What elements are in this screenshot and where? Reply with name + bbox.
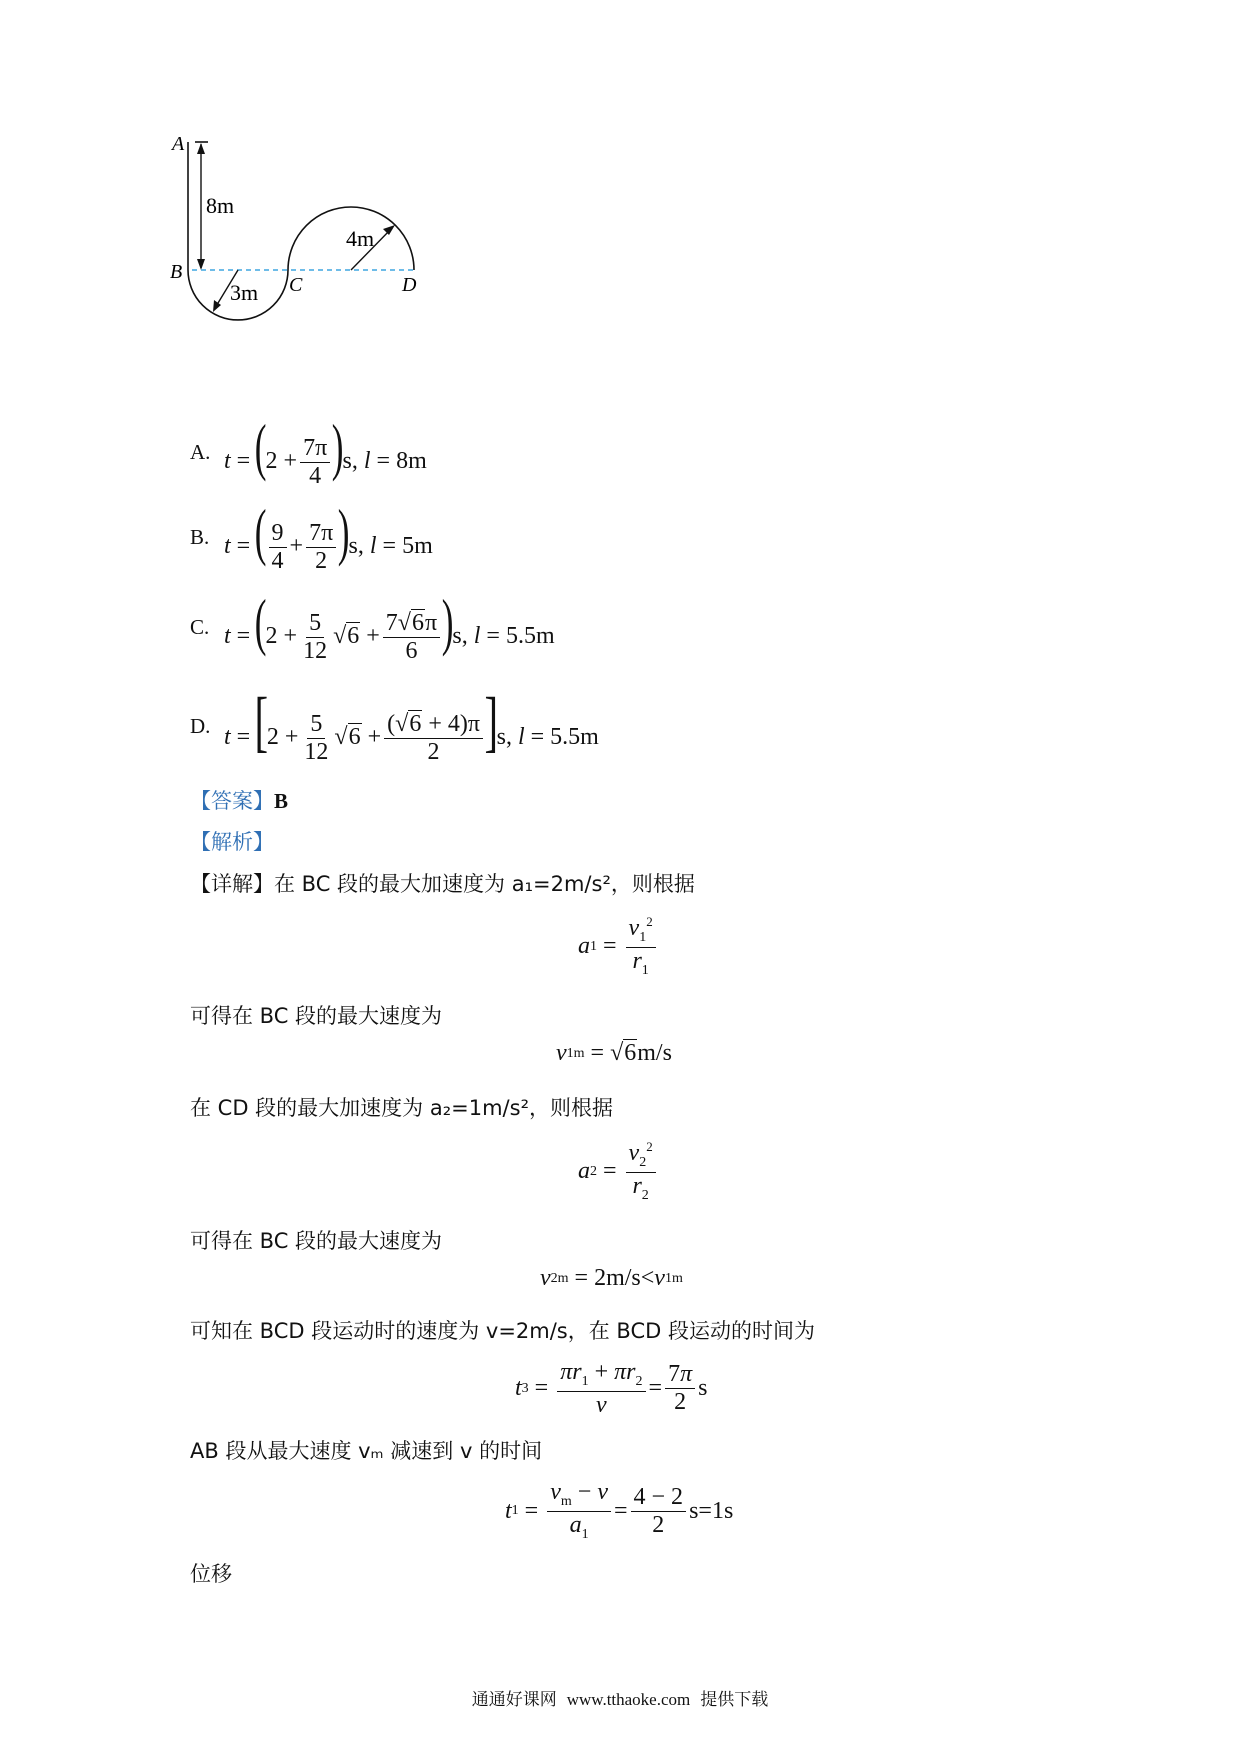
option-c-formula: t = (2 + $\frac{5}{12}$ √6 + $\frac{7√6\pi}{6}$ )s, l = 5.5m xyxy=(224,586,555,664)
track-diagram xyxy=(170,133,480,360)
option-d-label: D. xyxy=(190,713,211,738)
detail-line-7: 位移 xyxy=(190,1562,232,1586)
detail-line-5: 可知在 BCD 段运动时的速度为 v=2m/s，在 BCD 段运动的时间为 xyxy=(190,1319,815,1343)
option-a xyxy=(190,411,427,489)
equation-1: a 1 = $\frac{v_1^2}{r_1}$ xyxy=(578,915,659,978)
option-c xyxy=(190,586,555,664)
footer-suffix: 提供下载 xyxy=(700,1690,769,1710)
detail-line-2: 可得在 BC 段的最大速度为 xyxy=(190,1004,443,1028)
analysis-tag: 【解析】 xyxy=(190,830,274,854)
detail-line-3: 在 CD 段的最大加速度为 a₂=1m/s²，则根据 xyxy=(190,1096,613,1120)
equation-3: a 2 = $\frac{v_2^2}{r_2}$ xyxy=(578,1140,659,1203)
dim-ab-text: 8m xyxy=(206,193,235,218)
detail-text-1: 在 BC 段的最大加速度为 a₁=2m/s²，则根据 xyxy=(274,872,695,896)
equation-5: t 3 = $\frac{\pi r_1 + \pi r_2}{v}$ = $\frac{7\pi}{2}$ s xyxy=(515,1359,708,1418)
answer-line xyxy=(190,785,288,815)
equation-6: t 1 = $\frac{v_m - v}{a_1}$ = $\frac{4 - 2}{2}$ s=1s xyxy=(505,1479,734,1542)
option-b-formula: t = ( $\frac{9}{4}$ + $\frac{7\pi}{2}$ )s, l = 5m xyxy=(224,496,433,574)
equation-4: v 2m = 2m/s< v 1m xyxy=(540,1265,683,1291)
answer-tag: 【答案】 xyxy=(190,789,274,813)
dim-r2-text: 4m xyxy=(346,226,375,251)
option-d-formula: t = [2 + $\frac{5}{12}$ √6 + $\frac{(√6 + 4)\pi}{2}$ ]s, l = 5.5m xyxy=(224,683,599,765)
label-a: A xyxy=(172,133,185,155)
option-a-formula: t = (2 + $\frac{7\pi}{4}$ )s, l = 8m xyxy=(224,411,427,489)
detail-line-6: AB 段从最大速度 vₘ 减速到 v 的时间 xyxy=(190,1439,543,1463)
option-c-label: C. xyxy=(190,614,210,639)
option-a-label: A. xyxy=(190,439,211,464)
detail-tag: 【详解】 xyxy=(190,872,274,896)
detail-line-4: 可得在 BC 段的最大速度为 xyxy=(190,1229,443,1253)
label-b: B xyxy=(170,261,183,283)
option-d xyxy=(190,683,599,765)
label-d: D xyxy=(402,274,417,296)
footer xyxy=(0,1685,1240,1710)
footer-url[interactable]: www.tthaoke.com xyxy=(566,1690,691,1709)
equation-2: v 1m = √6 m/s xyxy=(556,1040,672,1066)
option-b-label: B. xyxy=(190,524,210,549)
answer-value: B xyxy=(274,789,289,813)
footer-site: 通通好课网 xyxy=(471,1690,557,1710)
dim-r1-text: 3m xyxy=(230,280,259,305)
detail-line-1 xyxy=(190,868,695,898)
option-b xyxy=(190,496,433,574)
label-c: C xyxy=(289,274,303,296)
